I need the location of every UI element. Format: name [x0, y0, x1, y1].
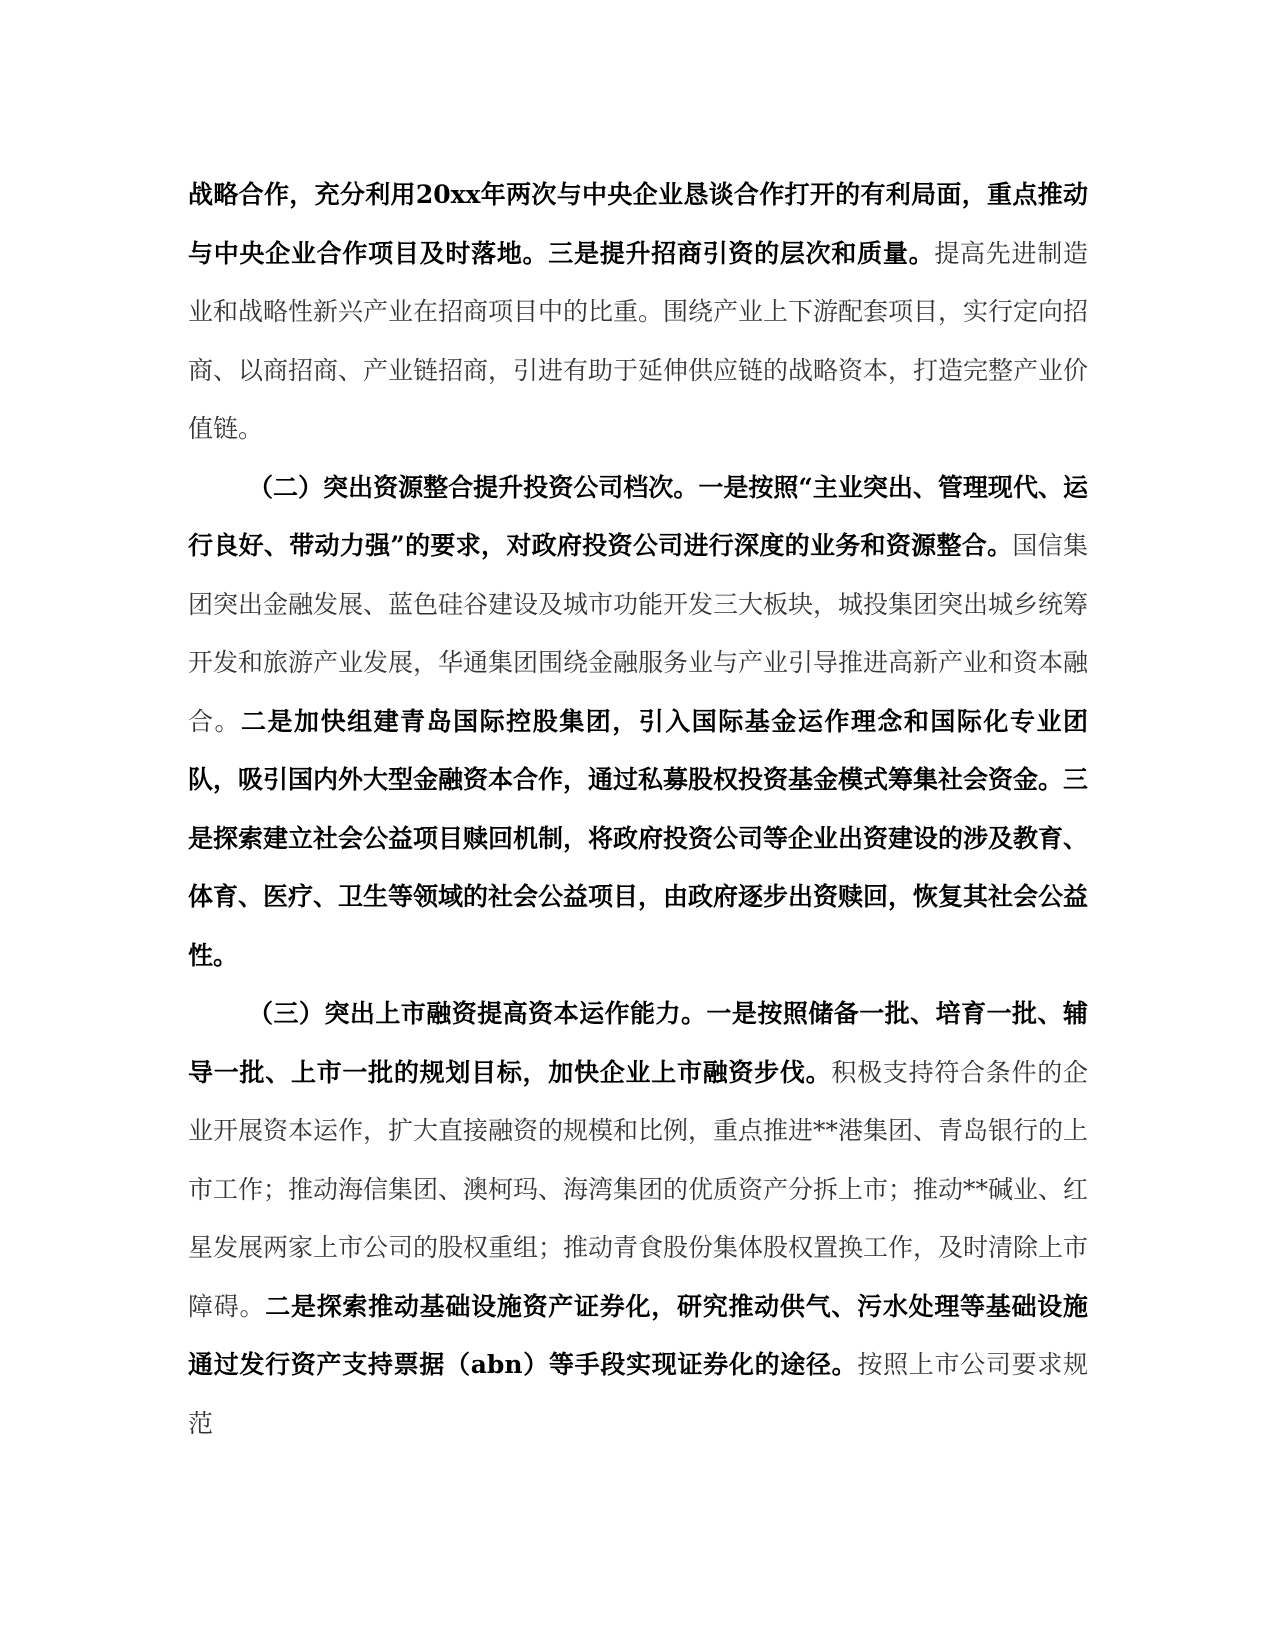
- bold-run: 二是加快组建青岛国际控股集团，引入国际基金运作理念和国际化专业团队，吸引国内外大型金融资本合作，通过私募股权投资基金模式筹集社会资金。三是探索建立社会公益项目赎回机制，将政府投资公司等企业出资建设的涉及教育、体育、医疗、卫生等领域的社会公益项目，由政府逐步出资赎回，恢复其社会公益性。: [188, 706, 1089, 970]
- normal-run: 提高先进制造业和战略性新兴产业在招商项目中的比重。围绕产业上下游配套项目，实行定向招商、以商招商、产业链招商，引进有助于延伸供应链的战略资本，打造完整产业价值链。: [188, 238, 1089, 443]
- normal-run: 按照上市公司要求规范: [188, 1350, 1088, 1438]
- paragraph-3: [188, 985, 1088, 1453]
- normal-run: 国信集团突出金融发展、蓝色硅谷建设及城市功能开发三大板块，城投集团突出城乡统筹开发和旅游产业发展，华通集团围绕金融服务业与产业引导推进高新产业和资本融合。: [188, 531, 1089, 736]
- bold-run: 战略合作，充分利用20xx年两次与中央企业恳谈合作打开的有利局面，重点推动与中央企业合作项目及时落地。三是提升招商引资的层次和质量。: [188, 180, 1088, 268]
- paragraph-2: [188, 459, 1088, 986]
- body-text: [188, 166, 1088, 1453]
- bold-run: （二）突出资源整合提升投资公司档次。一是按照“主业突出、管理现代、运行良好、带动力强”的要求，对政府投资公司进行深度的业务和资源整合。: [188, 472, 1088, 560]
- bold-run: （三）突出上市融资提高资本运作能力。一是按照储备一批、培育一批、辅导一批、上市一批的规划目标，加快企业上市融资步伐。: [188, 999, 1088, 1087]
- paragraph-1: [188, 166, 1088, 459]
- normal-run: 积极支持符合条件的企业开展资本运作，扩大直接融资的规模和比例，重点推进**港集团、青岛银行的上市工作；推动海信集团、澳柯玛、海湾集团的优质资产分拆上市；推动**碱业、红星发展两家上市公司的股权重组；推动青食股份集体股权置换工作，及时清除上市障碍。: [188, 1057, 1089, 1321]
- bold-run: 二是探索推动基础设施资产证券化，研究推动供气、污水处理等基础设施通过发行资产支持票据（abn）等手段实现证券化的途径。: [188, 1291, 1088, 1379]
